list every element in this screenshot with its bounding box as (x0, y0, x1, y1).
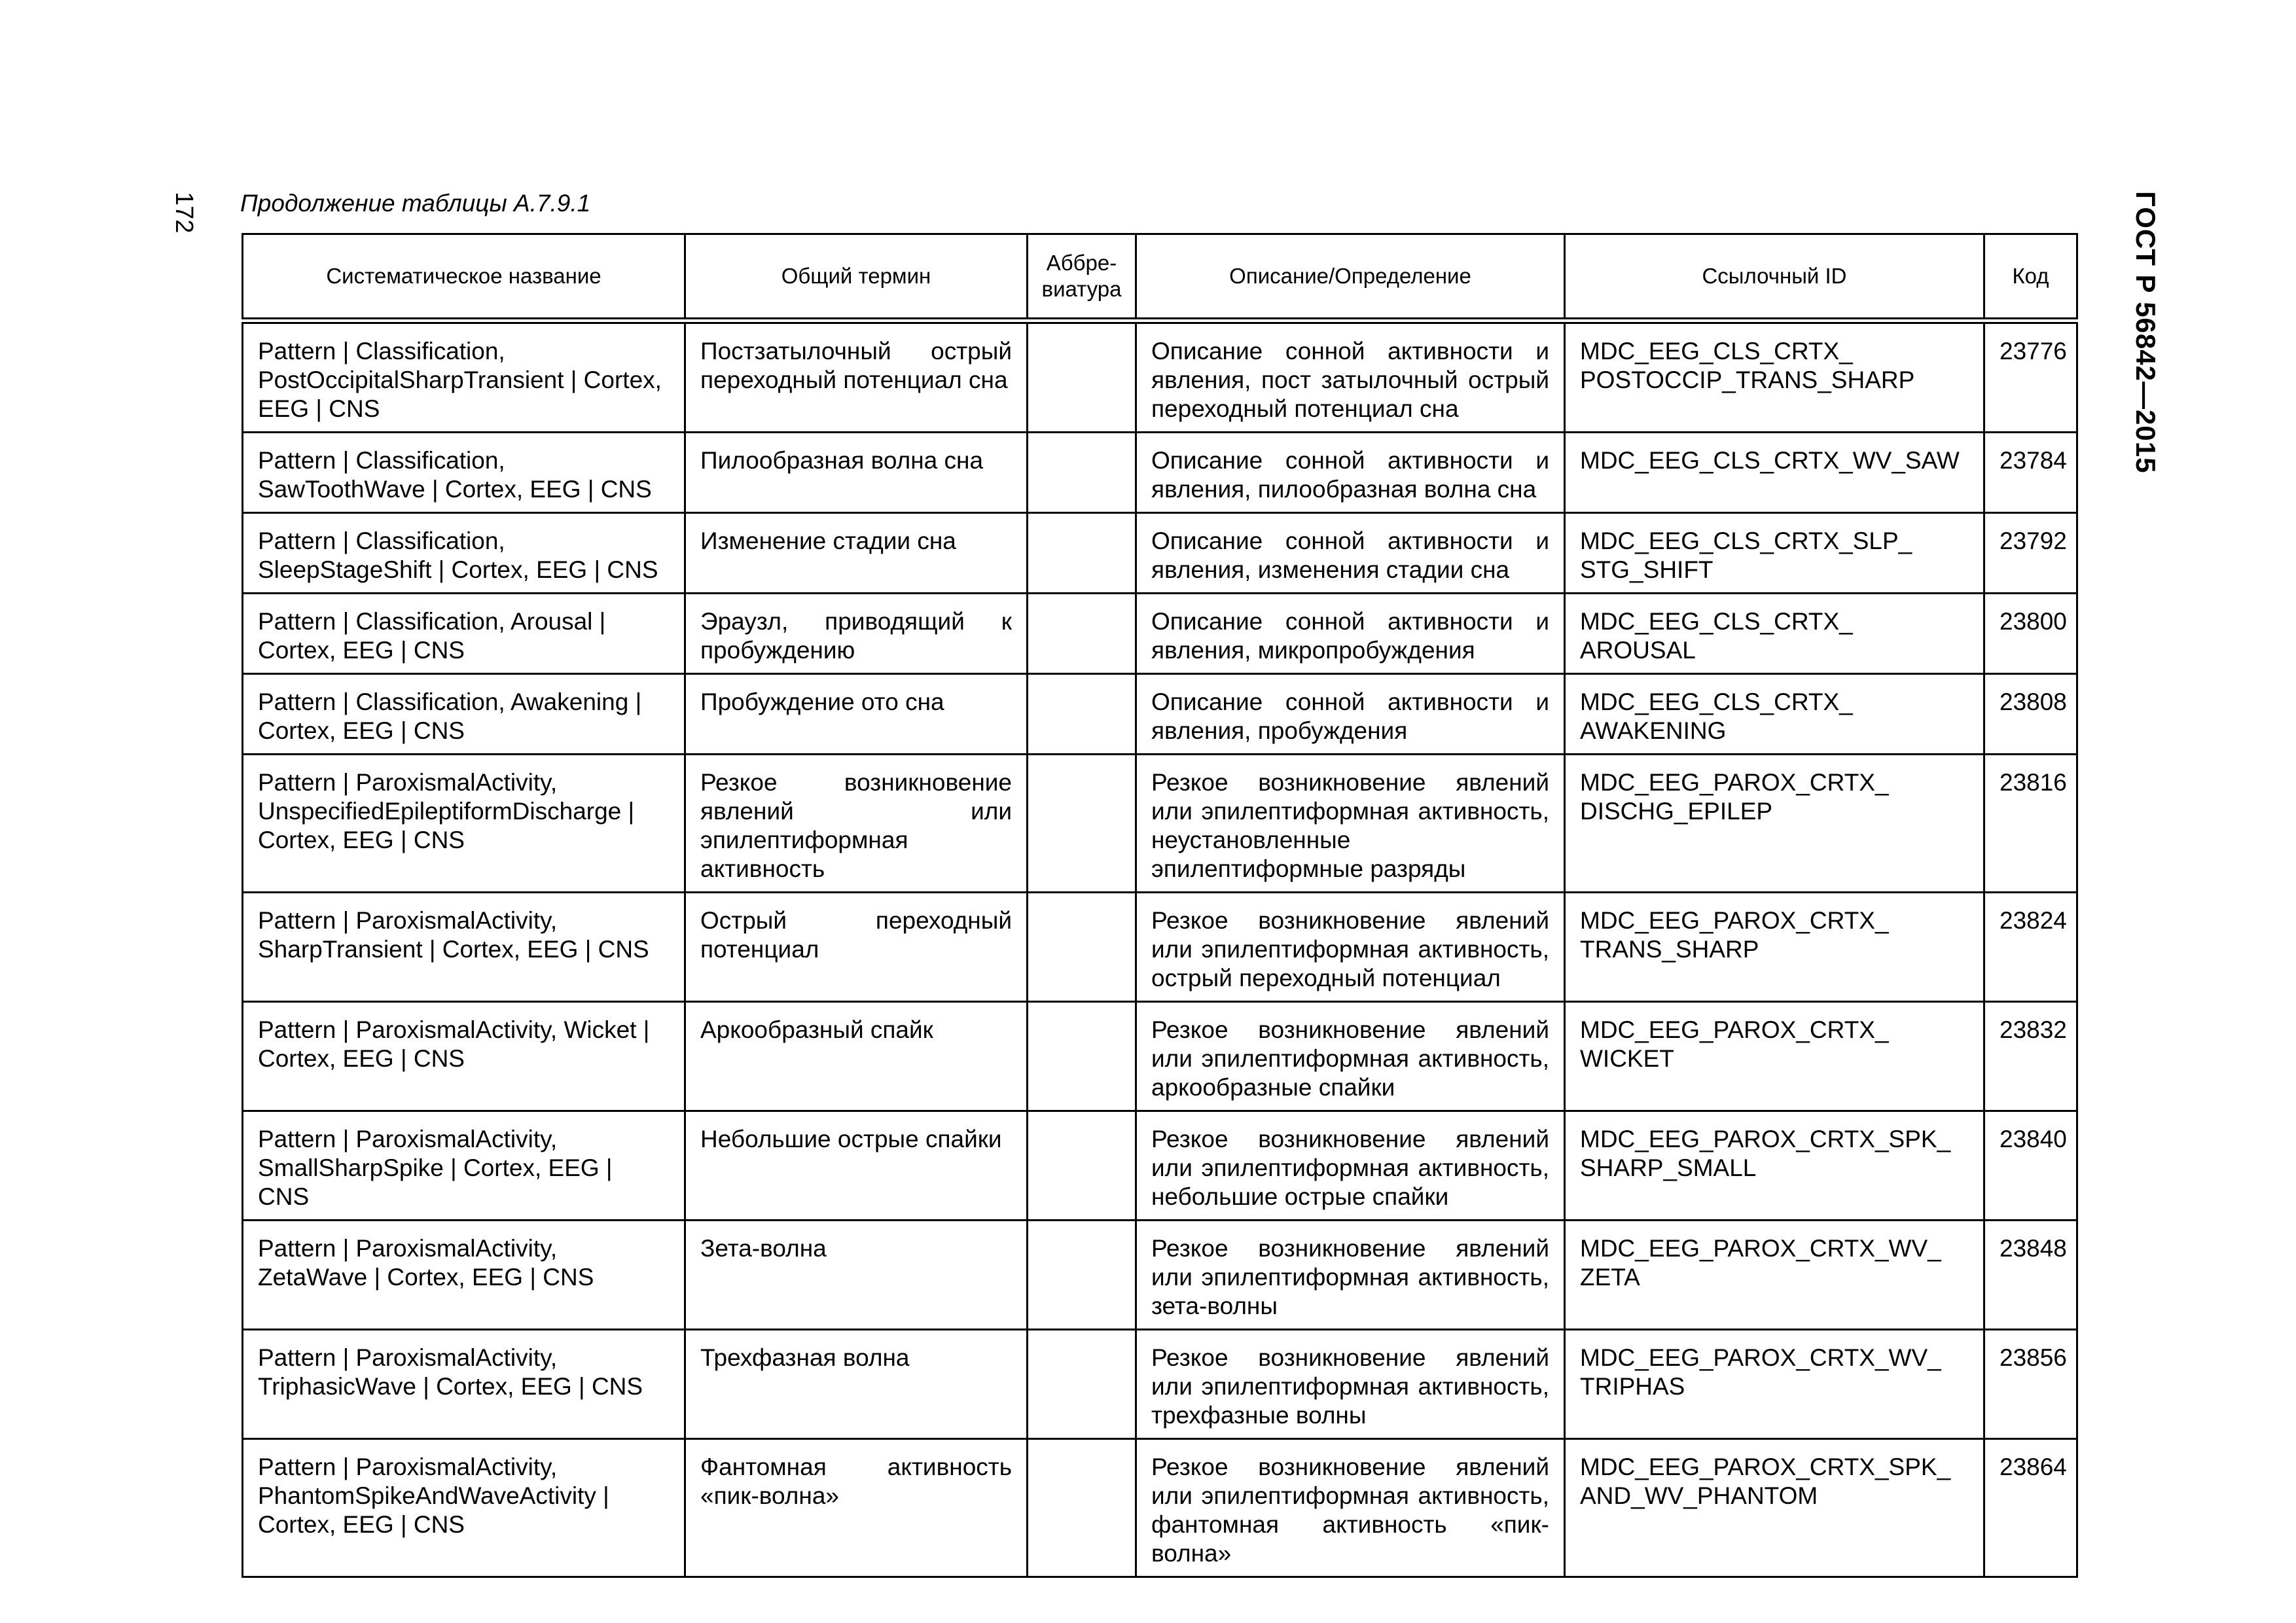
standard-designation: ГОСТ Р 56842—2015 (2130, 191, 2161, 474)
header-description: Описание/Определение (1136, 234, 1565, 321)
cell-abbreviation (1028, 674, 1136, 755)
table-row (243, 321, 2077, 433)
cell-abbreviation (1028, 594, 1136, 674)
table-row (243, 433, 2077, 513)
cell-systematic-name: Pattern | Classification, Awakening | Cortex, EEG | CNS (243, 674, 685, 755)
cell-abbreviation (1028, 1002, 1136, 1111)
cell-common-term: Острый переходный потенциал (685, 893, 1028, 1002)
cell-code: 23776 (1984, 321, 2077, 433)
cell-systematic-name: Pattern | Classification, SleepStageShift | Cortex, EEG | CNS (243, 513, 685, 594)
table-caption: Продолжение таблицы А.7.9.1 (240, 190, 591, 217)
cell-systematic-name: Pattern | ParoxismalActivity, Wicket | Cortex, EEG | CNS (243, 1002, 685, 1111)
header-reference-id: Ссылочный ID (1565, 234, 1984, 321)
cell-code: 23856 (1984, 1330, 2077, 1439)
header-common-term: Общий термин (685, 234, 1028, 321)
cell-common-term: Постзатылочный острый переходный потенциал сна (685, 321, 1028, 433)
cell-common-term: Небольшие острые спайки (685, 1111, 1028, 1221)
header-abbreviation: Аббре- виатура (1028, 234, 1136, 321)
cell-abbreviation (1028, 433, 1136, 513)
cell-abbreviation (1028, 893, 1136, 1002)
cell-code: 23808 (1984, 674, 2077, 755)
cell-code: 23864 (1984, 1439, 2077, 1577)
cell-code: 23824 (1984, 893, 2077, 1002)
cell-reference-id: MDC_EEG_PAROX_CRTX_WV_ TRIPHAS (1565, 1330, 1984, 1439)
cell-description: Резкое возникновение явлений или эпилептиформная активность, фантомная активность «пик-волна» (1136, 1439, 1565, 1577)
cell-common-term: Изменение стадии сна (685, 513, 1028, 594)
table-header (243, 234, 2077, 321)
cell-common-term: Пробуждение ото сна (685, 674, 1028, 755)
cell-description: Описание сонной активности и явления, изменения стадии сна (1136, 513, 1565, 594)
cell-reference-id: MDC_EEG_CLS_CRTX_ AWAKENING (1565, 674, 1984, 755)
cell-systematic-name: Pattern | Classification, PostOccipitalSharpTransient | Cortex, EEG | CNS (243, 321, 685, 433)
cell-description: Резкое возникновение явлений или эпилептиформная активность, трехфазные волны (1136, 1330, 1565, 1439)
cell-common-term: Резкое возникновение явлений или эпилептиформная активность (685, 755, 1028, 893)
cell-abbreviation (1028, 1439, 1136, 1577)
cell-reference-id: MDC_EEG_CLS_CRTX_SLP_ STG_SHIFT (1565, 513, 1984, 594)
cell-code: 23792 (1984, 513, 2077, 594)
header-row (243, 234, 2077, 321)
cell-abbreviation (1028, 1221, 1136, 1330)
cell-systematic-name: Pattern | ParoxismalActivity, SharpTransient | Cortex, EEG | CNS (243, 893, 685, 1002)
cell-description: Описание сонной активности и явления, микропробуждения (1136, 594, 1565, 674)
page-number: 172 (170, 192, 198, 234)
cell-common-term: Фантомная активность «пик-волна» (685, 1439, 1028, 1577)
cell-description: Резкое возникновение явлений или эпилептиформная активность, небольшие острые спайки (1136, 1111, 1565, 1221)
cell-abbreviation (1028, 321, 1136, 433)
table-row (243, 1439, 2077, 1577)
cell-abbreviation (1028, 1111, 1136, 1221)
cell-reference-id: MDC_EEG_CLS_CRTX_ AROUSAL (1565, 594, 1984, 674)
cell-reference-id: MDC_EEG_PAROX_CRTX_WV_ ZETA (1565, 1221, 1984, 1330)
table-row (243, 513, 2077, 594)
cell-common-term: Трехфазная волна (685, 1330, 1028, 1439)
cell-code: 23816 (1984, 755, 2077, 893)
cell-abbreviation (1028, 755, 1136, 893)
table-row (243, 594, 2077, 674)
cell-reference-id: MDC_EEG_CLS_CRTX_WV_SAW (1565, 433, 1984, 513)
cell-systematic-name: Pattern | ParoxismalActivity, SmallSharpSpike | Cortex, EEG | CNS (243, 1111, 685, 1221)
cell-reference-id: MDC_EEG_PAROX_CRTX_SPK_ SHARP_SMALL (1565, 1111, 1984, 1221)
cell-reference-id: MDC_EEG_CLS_CRTX_ POSTOCCIP_TRANS_SHARP (1565, 321, 1984, 433)
cell-description: Резкое возникновение явлений или эпилептиформная активность, неустановленные эпилептиформные разряды (1136, 755, 1565, 893)
cell-common-term: Эраузл, приводящий к пробуждению (685, 594, 1028, 674)
cell-abbreviation (1028, 513, 1136, 594)
cell-code: 23784 (1984, 433, 2077, 513)
cell-reference-id: MDC_EEG_PAROX_CRTX_ DISCHG_EPILEP (1565, 755, 1984, 893)
cell-common-term: Пилообразная волна сна (685, 433, 1028, 513)
cell-code: 23840 (1984, 1111, 2077, 1221)
table-row (243, 1330, 2077, 1439)
cell-description: Описание сонной активности и явления, пилообразная волна сна (1136, 433, 1565, 513)
table-row (243, 1221, 2077, 1330)
cell-description: Описание сонной активности и явления, пост затылочный острый переходный потенциал сна (1136, 321, 1565, 433)
cell-abbreviation (1028, 1330, 1136, 1439)
table-row (243, 893, 2077, 1002)
cell-reference-id: MDC_EEG_PAROX_CRTX_SPK_ AND_WV_PHANTOM (1565, 1439, 1984, 1577)
cell-description: Резкое возникновение явлений или эпилептиформная активность, зета-волны (1136, 1221, 1565, 1330)
cell-reference-id: MDC_EEG_PAROX_CRTX_ TRANS_SHARP (1565, 893, 1984, 1002)
cell-reference-id: MDC_EEG_PAROX_CRTX_ WICKET (1565, 1002, 1984, 1111)
cell-systematic-name: Pattern | ParoxismalActivity, ZetaWave | Cortex, EEG | CNS (243, 1221, 685, 1330)
table-row (243, 755, 2077, 893)
cell-systematic-name: Pattern | Classification, Arousal | Cortex, EEG | CNS (243, 594, 685, 674)
header-systematic-name: Систематическое название (243, 234, 685, 321)
cell-common-term: Аркообразный спайк (685, 1002, 1028, 1111)
cell-systematic-name: Pattern | ParoxismalActivity, PhantomSpikeAndWaveActivity | Cortex, EEG | CNS (243, 1439, 685, 1577)
table-row (243, 1002, 2077, 1111)
cell-systematic-name: Pattern | ParoxismalActivity, UnspecifiedEpileptiformDischarge | Cortex, EEG | CNS (243, 755, 685, 893)
table-row (243, 1111, 2077, 1221)
cell-code: 23848 (1984, 1221, 2077, 1330)
cell-description: Описание сонной активности и явления, пробуждения (1136, 674, 1565, 755)
cell-common-term: Зета-волна (685, 1221, 1028, 1330)
header-code: Код (1984, 234, 2077, 321)
cell-systematic-name: Pattern | Classification, SawToothWave | Cortex, EEG | CNS (243, 433, 685, 513)
terms-table (242, 233, 2078, 1578)
table-row (243, 674, 2077, 755)
cell-code: 23832 (1984, 1002, 2077, 1111)
cell-description: Резкое возникновение явлений или эпилептиформная активность, аркообразные спайки (1136, 1002, 1565, 1111)
cell-description: Резкое возникновение явлений или эпилептиформная активность, острый переходный потенциал (1136, 893, 1565, 1002)
cell-code: 23800 (1984, 594, 2077, 674)
cell-systematic-name: Pattern | ParoxismalActivity, TriphasicWave | Cortex, EEG | CNS (243, 1330, 685, 1439)
table-body (243, 321, 2077, 1577)
